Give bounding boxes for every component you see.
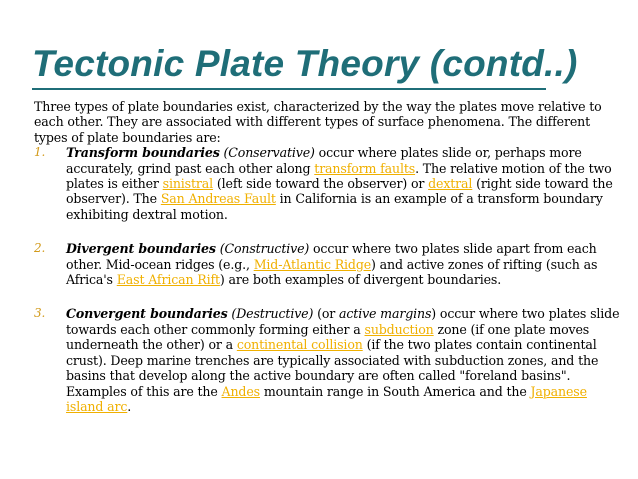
link-transform-faults[interactable]: transform faults — [314, 160, 416, 176]
body-text: occur where plates slide or, perhaps more accurately, grind past each other along — [66, 145, 582, 176]
term-convergent-boundaries: Convergent boundaries — [66, 306, 228, 322]
body-text: ) are both examples of divergent boundaries. — [219, 272, 502, 288]
link-continental-collision[interactable]: continental collision — [236, 337, 363, 353]
link-mid-atlantic-ridge[interactable]: Mid-Atlantic Ridge — [253, 256, 372, 272]
link-sinistral[interactable]: sinistral — [162, 176, 214, 192]
body-text: (right side toward the observer). The — [66, 176, 613, 207]
body-text: . The relative motion of the two plates is either — [66, 160, 612, 192]
term-active-margins: active margins — [339, 306, 432, 322]
body-text: (or — [313, 306, 340, 322]
title-underline — [32, 88, 546, 90]
slide-body — [34, 99, 626, 414]
list-number: 1. — [34, 145, 46, 160]
term-divergent-boundaries: Divergent boundaries — [66, 241, 216, 257]
term-qualifier: (Conservative) — [219, 145, 315, 161]
term-transform-boundaries: Transform boundaries — [66, 145, 220, 161]
list-item-divergent — [34, 241, 626, 287]
link-subduction[interactable]: subduction — [364, 321, 434, 337]
list-item-transform — [34, 145, 626, 222]
intro-paragraph: Three types of plate boundaries exist, characterized by the way the plates move relative to each other. They are associated with different types of surface phenomena. The different types of plate boundaries are: — [34, 99, 602, 145]
body-text: in California is an example of a transform boundary exhibiting dextral motion. — [66, 191, 603, 222]
list-number: 2. — [34, 241, 46, 256]
term-qualifier: (Destructive) — [227, 306, 314, 322]
link-japanese[interactable]: Japanese — [530, 383, 587, 399]
body-text: . — [127, 398, 132, 414]
link-east-african-rift[interactable]: East African Rift — [116, 272, 220, 288]
body-text: occur where two plates slide apart from each other. Mid-ocean ridges (e.g., — [66, 241, 597, 272]
link-island-arc[interactable]: island arc — [66, 398, 128, 414]
body-text: ) and active zones of rifting (such as Africa's — [66, 256, 598, 288]
list-number: 3. — [34, 306, 46, 321]
body-text: (if the two plates contain continental crust). Deep marine trenches are typically associated with subduction zones, and the basins that develop along the active boundary are often called "foreland basins". Examples of this are the — [66, 337, 599, 399]
link-san-andreas-fault[interactable]: San Andreas Fault — [160, 191, 276, 207]
term-qualifier: (Constructive) — [215, 241, 310, 257]
body-text: mountain range in South America and the — [259, 383, 531, 399]
link-andes[interactable]: Andes — [221, 383, 260, 399]
body-text: zone (if one plate moves underneath the other) or a — [66, 321, 590, 353]
body-text: (left side toward the observer) or — [213, 176, 429, 192]
slide-title: Tectonic Plate Theory (contd..) — [32, 43, 578, 84]
body-text: ) occur where two plates slide towards each other commonly forming either a — [66, 306, 620, 337]
list-item-convergent — [34, 306, 626, 414]
link-dextral[interactable]: dextral — [428, 176, 473, 192]
